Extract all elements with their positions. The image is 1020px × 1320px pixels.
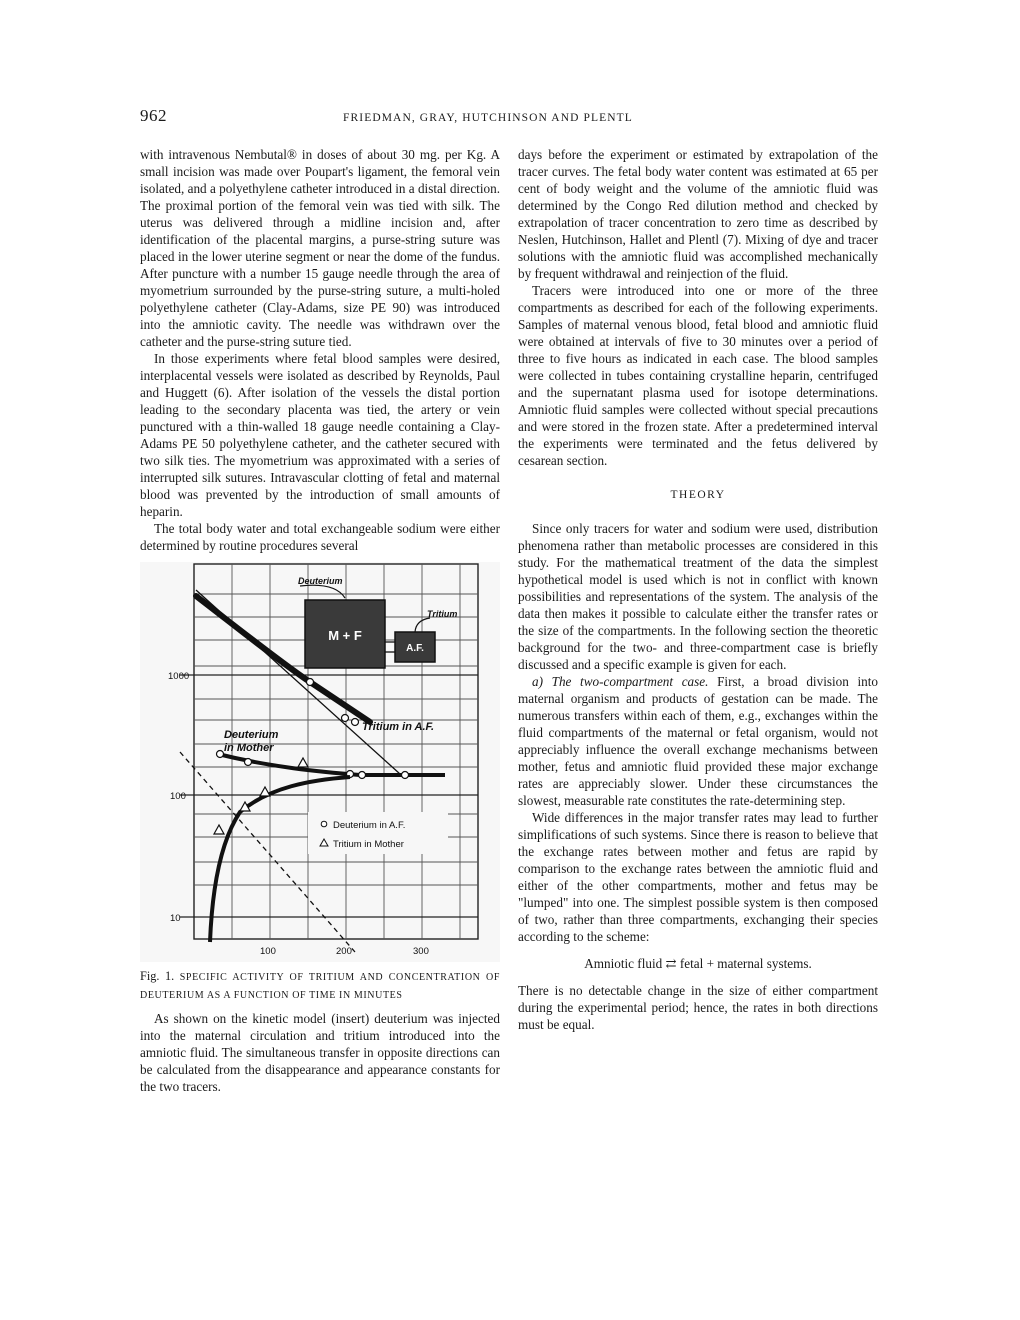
figure-1-plot bbox=[140, 562, 500, 962]
page-number: 962 bbox=[140, 106, 167, 125]
figure-caption bbox=[140, 968, 500, 1004]
label-deuterium-mother-2: in Mother bbox=[224, 742, 274, 754]
right-paragraph-1: days before the experiment or estimated by extrapolation of the tracer curves. The fetal body water content was estimated at 65 per cent of body weight and the volume of the amniotic fluid was determined by the Congo Red dilution method and checked by extrapolation of tracer concentration to zero time as described by Neslen, Hutchinson, Hallet and Plentl (7). Mixing of dye and tracer solutions with the amniotic fluid was accomplished mechanically by frequent withdrawal and reinjection of the fluid. bbox=[518, 147, 878, 281]
left-column bbox=[140, 146, 500, 1095]
right-paragraph-2: Tracers were introduced into one or more of the three compartments as described for each of the following experiments. Samples of maternal venous blood, fetal blood and amniotic fluid were obtained at intervals of five to 30 minutes over a period of three to five hours as indicated in each case. The blood samples were collected in tubes containing crystalline heparin, centrifuged and the supernatant plasma used for isotope determinations. Amniotic fluid samples were collected without special precautions and were stored in the frozen state. After a predetermined interval the experiments were terminated and the fetus delivered by cesarean section. bbox=[518, 283, 878, 468]
insert-deuterium-label: Deuterium bbox=[298, 576, 343, 586]
right-paragraph-4 bbox=[518, 673, 878, 809]
caption-number: Fig. 1. bbox=[140, 969, 175, 983]
right-paragraph-5: Wide differences in the major transfer rates may lead to further simplifications of such systems. Since there is reason to believe that the exchange rates between mother and fetus are rapid by comparison to the exchange rates between the amniotic fluid and either of the other compartments, mother and fetus may be "lumped" into one. The simplest possible system is then composed of two, rather than three compartments, exchanging their species according to the scheme: bbox=[518, 810, 878, 944]
subsection-label: a) The two-compartment case. bbox=[532, 674, 709, 689]
caption-text: SPECIFIC ACTIVITY OF TRITIUM AND CONCENTRATION OF DEUTERIUM AS A FUNCTION OF TIME IN MINUTES bbox=[140, 972, 501, 1001]
y-tick-10: 10 bbox=[170, 913, 181, 924]
subsection-text: First, a broad division into maternal organism and products of gestation can be made. The numerous transfers within each of them, e.g., exchanges within the fluid compartments of the maternal or fetal organism, would not appreciably influence the overall exchange mechanisms between mother, fetus and amniotic fluid provided these major exchange rates are appreciably slower. Under these circumstances the slowest, measurable rate constitutes the rate-determining step. bbox=[518, 674, 878, 808]
right-paragraph-3: Since only tracers for water and sodium were used, distribution phenomena rather than metabolic processes are considered in this study. For the mathematical treatment of the data the simplest hypothetical model is used which is not in conflict with known possibilities and representations of the system. The analysis of the data then makes it possible to calculate either the transfer rates or the size of the compartments. In the following section the theoretic background for the two- and three-compartment case is briefly discussed and a specific example is given for each. bbox=[518, 521, 878, 672]
right-paragraph-6: There is no detectable change in the size of either compartment during the experimental period; hence, the rates in both directions must be equal. bbox=[518, 983, 878, 1032]
right-column bbox=[518, 146, 878, 1033]
running-header-authors: FRIEDMAN, GRAY, HUTCHINSON AND PLENTL bbox=[343, 112, 633, 124]
y-tick-100: 100 bbox=[170, 791, 186, 802]
x-tick-200: 200 bbox=[336, 946, 352, 957]
left-paragraph-4: As shown on the kinetic model (insert) deuterium was injected into the maternal circulation and tritium introduced into the amniotic fluid. The simultaneous transfer in opposite directions can be calculated from the disappearance and appearance constants for the two tracers. bbox=[140, 1011, 500, 1094]
scheme-equation: Amniotic fluid ⇄ fetal + maternal systems. bbox=[584, 956, 812, 971]
figure-1 bbox=[140, 562, 500, 962]
x-tick-100: 100 bbox=[260, 946, 276, 957]
left-paragraph-3: The total body water and total exchangeable sodium were either determined by routine procedures several bbox=[140, 521, 500, 553]
left-paragraph-1: with intravenous Nembutal® in doses of about 30 mg. per Kg. A small incision was made over Poupart's ligament, the femoral vein isolated, and a polyethylene catheter introduced in a distal direction. The proximal portion of the femoral vein was tied with silk. The uterus was delivered through a midline incision and, after identification of the placental margins, a purse-string suture was placed in the lower uterine segment or near the dome of the fundus. After puncture with a number 15 gauge needle through the area of myometrium surrounded by the purse-string suture, a multi-holed polyethylene catheter (Clay-Adams, size PE 90) was introduced into the amniotic cavity. The needle was withdrawn over the catheter and the purse-string suture tied. bbox=[140, 147, 500, 349]
x-tick-300: 300 bbox=[413, 946, 429, 957]
left-paragraph-2: In those experiments where fetal blood samples were desired, interplacental vessels were isolated as described by Reynolds, Paul and Huggett (6). After isolation of the vessels the distal portion leading to the secondary placenta was tied, the artery or vein punctured with a thin-walled 18 gauge needle containing a Clay-Adams PE 50 polyethylene catheter, and the catheter secured with two silk ties. The myometrium was approximated with a series of interrupted silk sutures. Intravascular clotting of fetal and maternal blood was prevented by the introduction of small amounts of heparin. bbox=[140, 351, 500, 519]
insert-tritium-label: Tritium bbox=[427, 609, 458, 619]
insert-af-label: A.F. bbox=[406, 643, 424, 654]
label-tritium-af: Tritium in A.F. bbox=[362, 721, 435, 733]
section-title-theory: THEORY bbox=[670, 489, 726, 501]
y-tick-1000: 1000 bbox=[168, 671, 190, 682]
legend-deuterium-af: Deuterium in A.F. bbox=[333, 820, 406, 831]
legend-tritium-mother: Tritium in Mother bbox=[333, 839, 404, 850]
label-deuterium-mother-1: Deuterium bbox=[224, 729, 279, 741]
legend-circle-icon bbox=[321, 821, 327, 827]
insert-mf-label: M + F bbox=[328, 628, 362, 643]
